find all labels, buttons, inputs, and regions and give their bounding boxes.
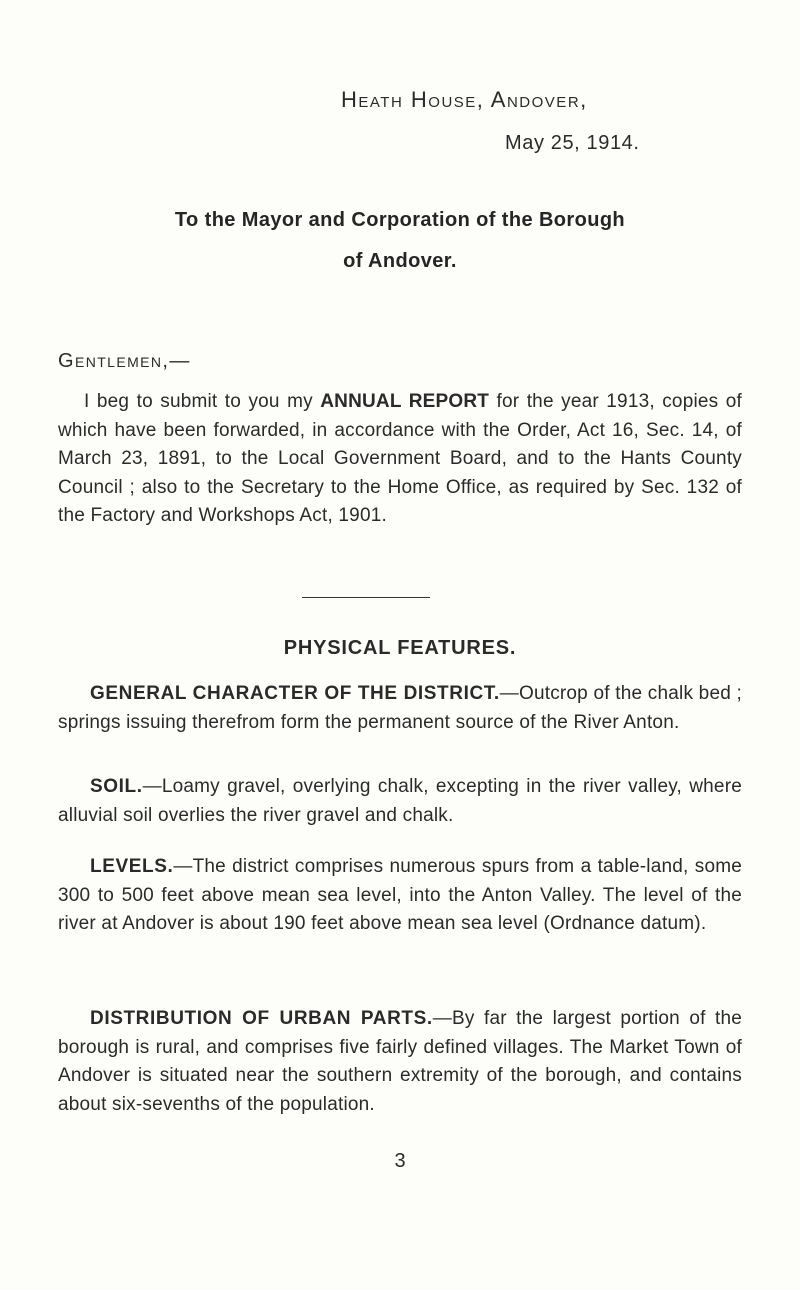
- salutation: Gentlemen,—: [58, 350, 191, 372]
- paragraph-heading: LEVELS.: [90, 856, 174, 877]
- paragraph-heading: SOIL.: [90, 776, 143, 797]
- paragraph-text: —Loamy gravel, overlying chalk, excepting in the river valley, where alluvial soil overlies the river gravel and chalk.: [58, 776, 742, 826]
- soil-paragraph: [58, 773, 742, 830]
- intro-text-start: I beg to submit to you my: [84, 391, 321, 412]
- letter-date: May 25, 1914.: [505, 132, 640, 154]
- intro-emphasis: ANNUAL REPORT: [320, 391, 490, 412]
- page-number: 3: [394, 1150, 406, 1172]
- intro-text-end: for the year 1913, copies of which have been forwarded, in accordance with the Order, Act 16, Sec. 14, of March 23, 1891, to the Local Government Board, and to the Hants County Council ; also to the Secretary to the Home Office, as required by Sec. 132 of the Factory and Workshops Act, 1901.: [58, 391, 743, 527]
- addressee: [58, 200, 742, 282]
- paragraph-heading: GENERAL CHARACTER OF THE DISTRICT.: [90, 683, 500, 704]
- paragraph-text: —The district comprises numerous spurs from a table-land, some 300 to 500 feet above mean sea level, into the Anton Valley. The level of the river at Andover is about 190 feet above mean sea level (Ordnance datum).: [58, 856, 742, 935]
- divider-rule: [302, 597, 430, 598]
- distribution-paragraph: [58, 1005, 742, 1119]
- general-character-paragraph: [58, 680, 742, 737]
- intro-paragraph: [58, 388, 742, 531]
- addressee-line-1: To the Mayor and Corporation of the Borough: [174, 209, 626, 231]
- addressee-line-2: of Andover.: [343, 250, 457, 272]
- section-heading: PHYSICAL FEATURES.: [283, 637, 517, 659]
- levels-paragraph: [58, 853, 742, 939]
- sender-address: Heath House, Andover,: [341, 87, 588, 112]
- paragraph-text: —Outcrop of the chalk bed ; springs issuing therefrom form the permanent source of the River Anton.: [58, 683, 742, 733]
- paragraph-text: —By far the largest portion of the borough is rural, and comprises five fairly defined villages. The Market Town of Andover is situated near the southern extremity of the borough, and contains about six-sevenths of the population.: [58, 1008, 742, 1115]
- document-page: [58, 0, 742, 1290]
- paragraph-heading: DISTRIBUTION OF URBAN PARTS.: [90, 1008, 433, 1029]
